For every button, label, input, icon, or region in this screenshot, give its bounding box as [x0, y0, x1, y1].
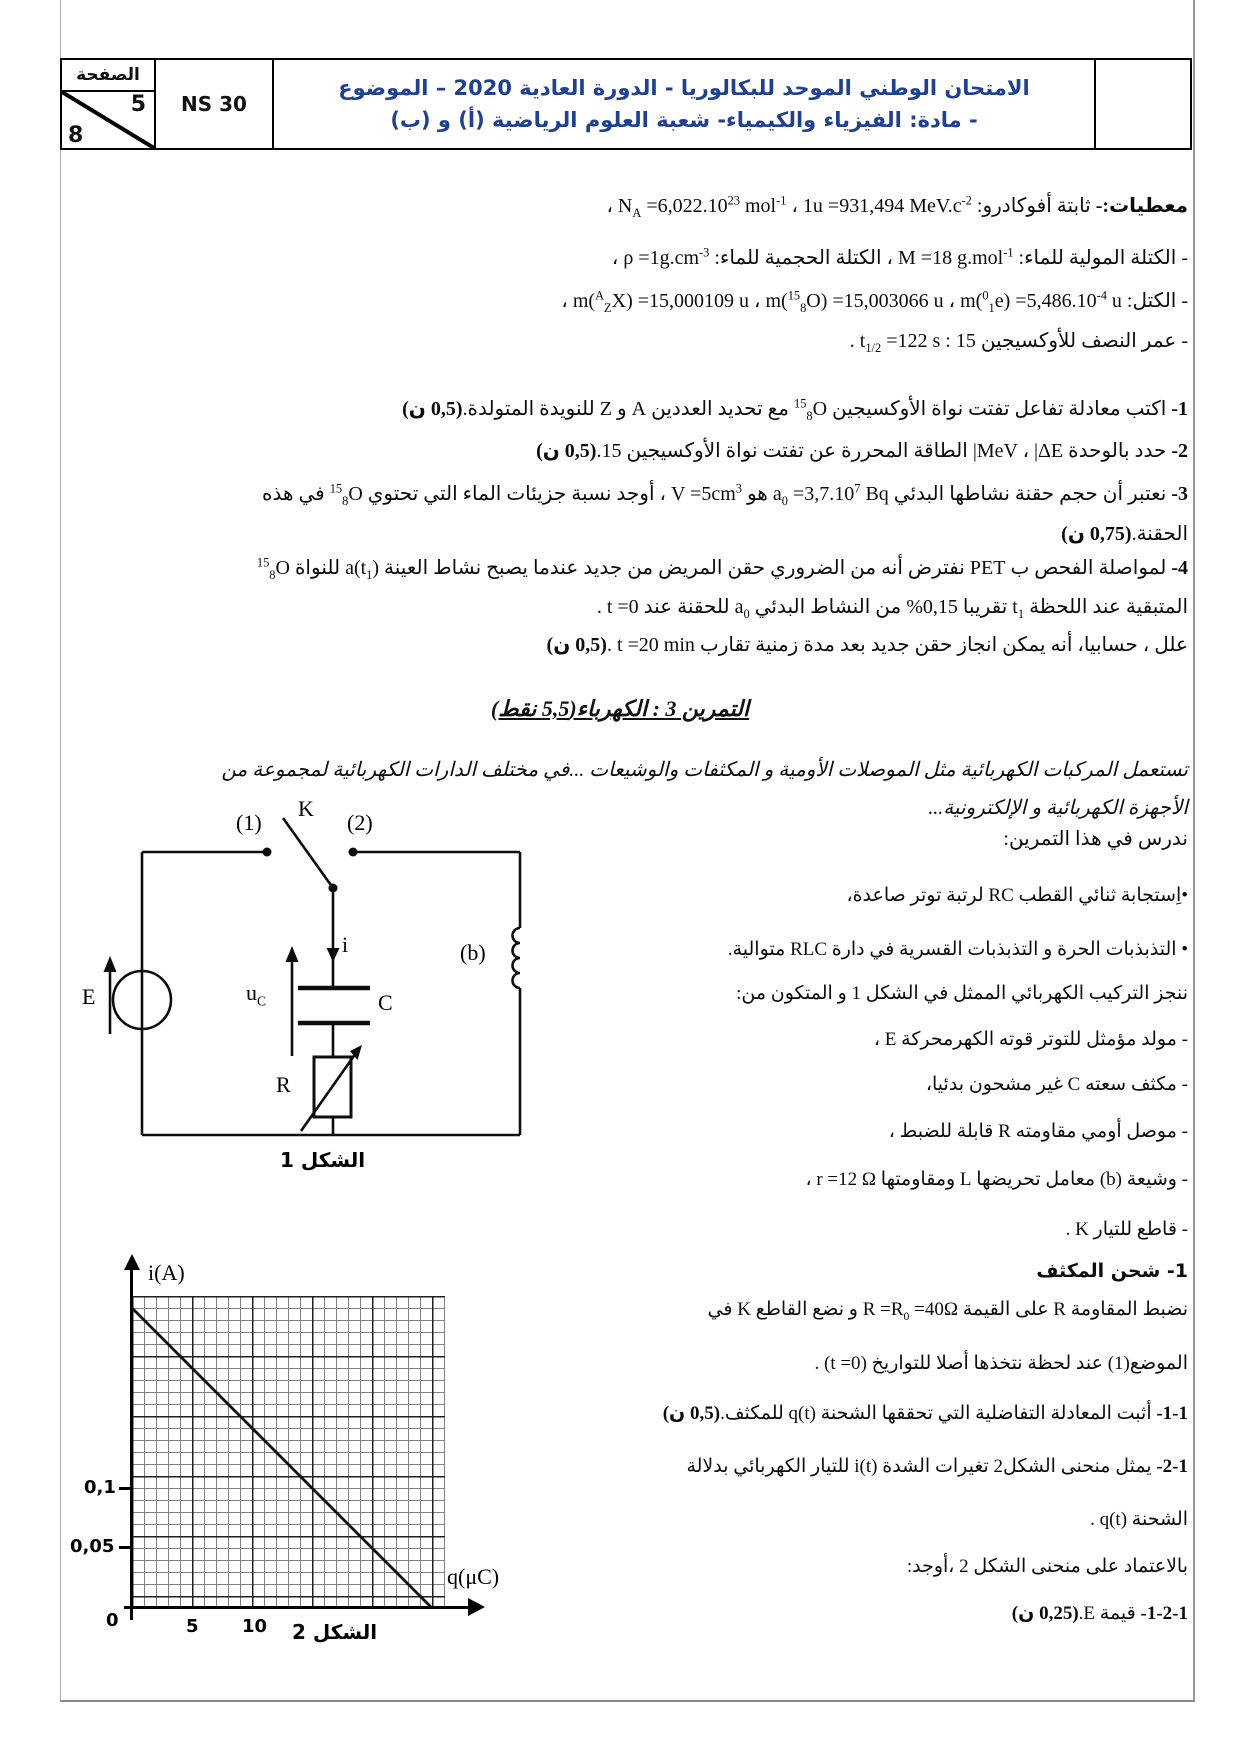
given-line-1: معطيات:- ثابتة أفوكادرو: $N_A =6,022.10^{23}$ mol$^{-1}$ ، 1u =931,494 $MeV.c^{-2}$ ، [606, 193, 1188, 220]
question-3-line2: الحقنة.(0,75 ن) [1061, 523, 1188, 545]
ex3-question-1-1: 1-1- أثبت المعادلة التفاضلية التي تحققها الشحنة q(t) للمكثف.(0,5 ن) [662, 1403, 1188, 1424]
generator-e-label: E [82, 984, 96, 1009]
switch-pos2-label: (2) [347, 810, 373, 835]
figure1-caption: الشكل 1 [280, 1148, 366, 1172]
exam-title-line1: الامتحان الوطني الموحد للبكالوريا - الدورة العادية 2020 – الموضوع [338, 76, 1030, 100]
ex3-part1-line1: نضبط المقاومة R على القيمة $R =R_0 =40\Omega$ و نضع القاطع K في [707, 1299, 1188, 1323]
page-fraction [62, 92, 154, 148]
figure2-y-axis [130, 1268, 133, 1620]
figure2-x-axis [124, 1606, 472, 1609]
ex3-based-on-line: بالاعتماد على منحنى الشكل 2 ،أوجد: [906, 1556, 1188, 1577]
exercise3-title: التمرين 3 : الكهرباء(5,5 نقط) [490, 696, 750, 721]
given-line-2: - الكتلة المولية للماء: M =18 g.mol$^{-1}$ ، الكتلة الحجمية للماء: $\rho =1g.cm^{-3}$ ، [611, 245, 1188, 269]
header-empty-cell [1094, 60, 1190, 148]
question-4-line1: 4- لمواصلة الفحص ب PET نفترض أنه من الضروري حقن المريض من جديد عندما يصبح نشاط العينة $a(t_1)$ للنواة $^{15}_8$O [256, 555, 1188, 582]
figure2-caption: الشكل 2 [292, 1620, 378, 1644]
exam-title-cell [272, 60, 1094, 148]
ytick-01-mark [119, 1487, 130, 1490]
ex3-setup-line: ننجز التركيب الكهربائي الممثل في الشكل 1 و المتكون من: [736, 983, 1188, 1004]
given-line-3: - الكتل: m($^A_Z$X) =15,000109 u ، m($^{15}_8$O) =15,003066 u ، $m(^0_1e) =5,486.10^{-4}$ u ، [561, 288, 1188, 315]
ex3-component-5: - قاطع للتيار K . [1065, 1219, 1188, 1240]
ex3-question-1-2-line2: الشحنة q(t) . [1090, 1509, 1188, 1530]
circuit-figure-1 [60, 780, 560, 1180]
page-number-cell [62, 60, 154, 148]
ex3-component-2: - مكثف سعته C غير مشحون بدئيا، [925, 1074, 1188, 1095]
resistor-r-label: R [276, 1072, 291, 1097]
question-1: 1- اكتب معادلة تفاعل تفتت نواة الأوكسيجين $^{15}_8$O مع تحديد العددين A و Z للنويدة المتولدة.(0,5 ن) [402, 396, 1188, 423]
page-word: الصفحة [62, 60, 154, 92]
ex3-component-1: - مولد مؤمثل للتوتر قوته الكهرمحركة E ، [873, 1029, 1188, 1050]
switch-pos1-label: (1) [236, 810, 262, 835]
current-i-label: i [342, 932, 349, 957]
figure2-ylabel: i(A) [148, 1260, 185, 1285]
figure2-xlabel: q(μC) [447, 1564, 500, 1589]
uc-voltage-label: $u_C$ [246, 980, 267, 1009]
ex3-component-4: - وشيعة (b) معامل تحريضها L ومقاومتها r =12 Ω ، [805, 1169, 1188, 1190]
question-2: 2- حدد بالوحدة MeV ، |ΔE| الطاقة المحررة عن تفتت نواة الأوكسيجين 15.(0,5 ن) [536, 440, 1188, 462]
page-current: 5 [130, 92, 146, 117]
ex3-part1-line2: الموضع(1) عند لحظة نتخذها أصلا للتواريخ (t =0) . [814, 1353, 1188, 1374]
origin-label: 0 [106, 1610, 119, 1631]
header-table [60, 58, 1192, 150]
page-total: 8 [68, 123, 84, 148]
exam-ref: NS 30 [154, 60, 272, 148]
ex3-intro-line1: تستعمل المركبات الكهربائية مثل الموصلات الأومية و المكثفات والوشيعات ...في مختلف الدارات الكهربائية لمجموعة من [221, 759, 1188, 781]
ex3-question-1-2-line1: 2-1- يمثل منحنى الشكل2 تغيرات الشدة i(t) للتيار الكهربائي بدلالة [686, 1456, 1188, 1477]
xtick-5-label: 5 [186, 1616, 199, 1637]
ex3-bullet-1: •اِستجابة ثنائي القطب RC لرتبة توتر صاعدة، [846, 885, 1188, 906]
ex3-intro-line2: الأجهزة الكهربائية و الإلكترونية... [928, 797, 1188, 819]
capacitor-c-label: C [378, 990, 393, 1015]
figure2-x-axis-arrow-icon [468, 1598, 485, 1616]
exam-title-line2: - مادة: الفيزياء والكيمياء- شعبة العلوم الرياضية (أ) و (ب) [390, 108, 978, 132]
given-line-4: - عمر النصف للأوكسيجين 15 : $t_{1/2} =122$ s . [849, 330, 1188, 355]
switch-k-label: K [298, 796, 314, 821]
ex3-question-1-2-1: 1-2-1- قيمة E.(0,25 ن) [1011, 1603, 1188, 1624]
figure2-y-axis-arrow-icon [124, 1254, 140, 1270]
ytick-005-label: 0,05 [70, 1536, 115, 1557]
figure2-data-line [132, 1296, 445, 1609]
ex3-study-line: ندرس في هذا التمرين: [1003, 828, 1188, 850]
ytick-01-label: 0,1 [84, 1477, 116, 1498]
question-3-line1: 3- نعتبر أن حجم حقنة نشاطها البدئي $a_0 =3,7.10^7$ Bq هو $V =5cm^3$ ، أوجد نسبة جزيئات الماء التي تحتوي $^{15}_8$O في هذه [261, 481, 1188, 508]
ytick-005-mark [119, 1546, 130, 1549]
ex3-part1-title: 1- شحن المكثف [1036, 1260, 1188, 1282]
question-4-line2: المتبقية عند اللحظة $t_1$ تقريبا 0,15% من النشاط البدئي $a_0$ للحقنة عند t =0 . [596, 596, 1188, 621]
question-4-line3: علل ، حسابيا، أنه يمكن انجاز حقن جديد بعد مدة زمنية تقارب t =20 min .(0,5 ن) [546, 634, 1188, 656]
xtick-10-label: 10 [242, 1616, 268, 1637]
coil-b-label: (b) [460, 940, 486, 965]
ex3-component-3: - موصل أومي مقاومته R قابلة للضبط ، [888, 1121, 1188, 1142]
ex3-bullet-2: • التذبذبات الحرة و التذبذبات القسرية في دارة RLC متوالية. [727, 939, 1188, 960]
